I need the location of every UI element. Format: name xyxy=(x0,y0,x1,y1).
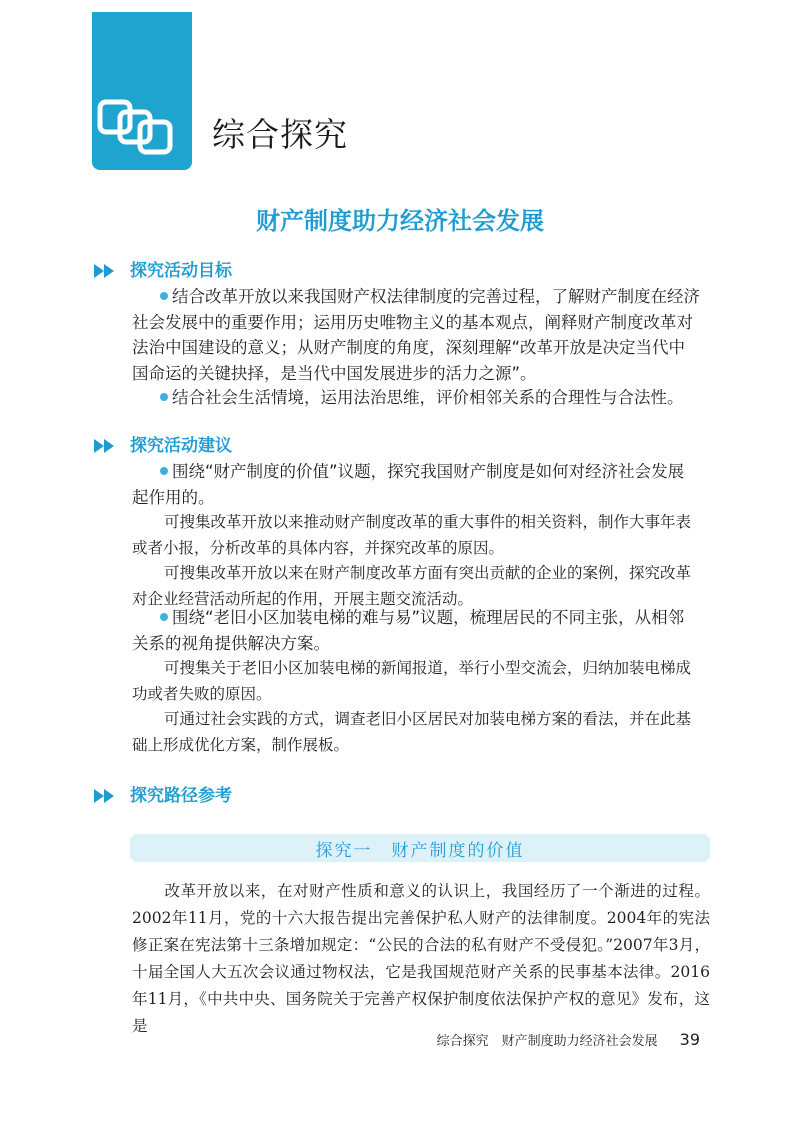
page-number: 39 xyxy=(679,1030,700,1049)
page-footer xyxy=(437,1030,700,1049)
goal-item: 结合社会生活情境，运用法治思维，评价相邻关系的合理性与合法性。 xyxy=(132,385,700,411)
linked-squares-icon xyxy=(94,96,182,156)
suggestion-note: 可搜集关于老旧小区加装电梯的新闻报道，举行小型交流会，归纳加装电梯成功或者失败的原因。 xyxy=(132,659,692,703)
bullet-icon xyxy=(160,393,168,401)
body-paragraph: 改革开放以来，在对财产性质和意义的认识上，我国经历了一个渐进的过程。2002年11月，党的十六大报告提出完善保护私人财产的法律制度。2004年的宪法修正案在宪法第十三条增加规定：“公民的合法的私有财产不受侵犯。”2007年3月，十届全国人大五次会议通过物权法，它是我国规范财产关系的民事基本法律。2016年11月，《中共中央、国务院关于完善产权保护制度依法保护产权的意见》发布，这是 xyxy=(132,882,710,1035)
page-title: 财产制度助力经济社会发展 xyxy=(256,207,544,235)
bullet-icon xyxy=(160,613,168,621)
heading-suggestions: 探究活动建议 xyxy=(92,433,232,459)
suggestion-note: 可搜集改革开放以来在财产制度改革方面有突出贡献的企业的案例，探究改革对企业经营活动所起的作用，开展主题交流活动。 xyxy=(132,564,692,608)
double-arrow-icon xyxy=(92,263,120,279)
section-title: 综合探究 xyxy=(212,115,348,154)
suggestion-note: 可通过社会实践的方式，调查老旧小区居民对加装电梯方案的看法，并在此基础上形成优化方案，制作展板。 xyxy=(132,710,692,754)
running-head: 综合探究 财产制度助力经济社会发展 xyxy=(436,1034,658,1049)
suggestion-topic: 围绕“财产制度的价值”议题，探究我国财产制度是如何对经济社会发展起作用的。 xyxy=(132,462,685,507)
double-arrow-icon xyxy=(92,788,120,804)
bullet-icon xyxy=(160,467,168,475)
heading-path: 探究路径参考 xyxy=(92,783,232,809)
double-arrow-icon xyxy=(92,438,120,454)
suggestion-note: 可搜集改革开放以来推动财产制度改革的重大事件的相关资料，制作大事年表或者小报，分析改革的具体内容，并探究改革的原因。 xyxy=(132,513,692,557)
inquiry-banner: 探究一 财产制度的价值 xyxy=(130,834,710,862)
goal-item: 结合改革开放以来我国财产权法律制度的完善过程，了解财产制度在经济社会发展中的重要作用；运用历史唯物主义的基本观点，阐释财产制度改革对法治中国建设的意义；从财产制度的角度，深刻理解“改革开放是决定当代中国命运的关键抉择，是当代中国发展进步的活力之源”。 xyxy=(132,287,700,383)
bullet-icon xyxy=(160,292,168,300)
heading-goals: 探究活动目标 xyxy=(92,258,232,284)
suggestion-topic: 围绕“老旧小区加装电梯的难与易”议题，梳理居民的不同主张，从相邻关系的视角提供解决方案。 xyxy=(132,608,685,653)
